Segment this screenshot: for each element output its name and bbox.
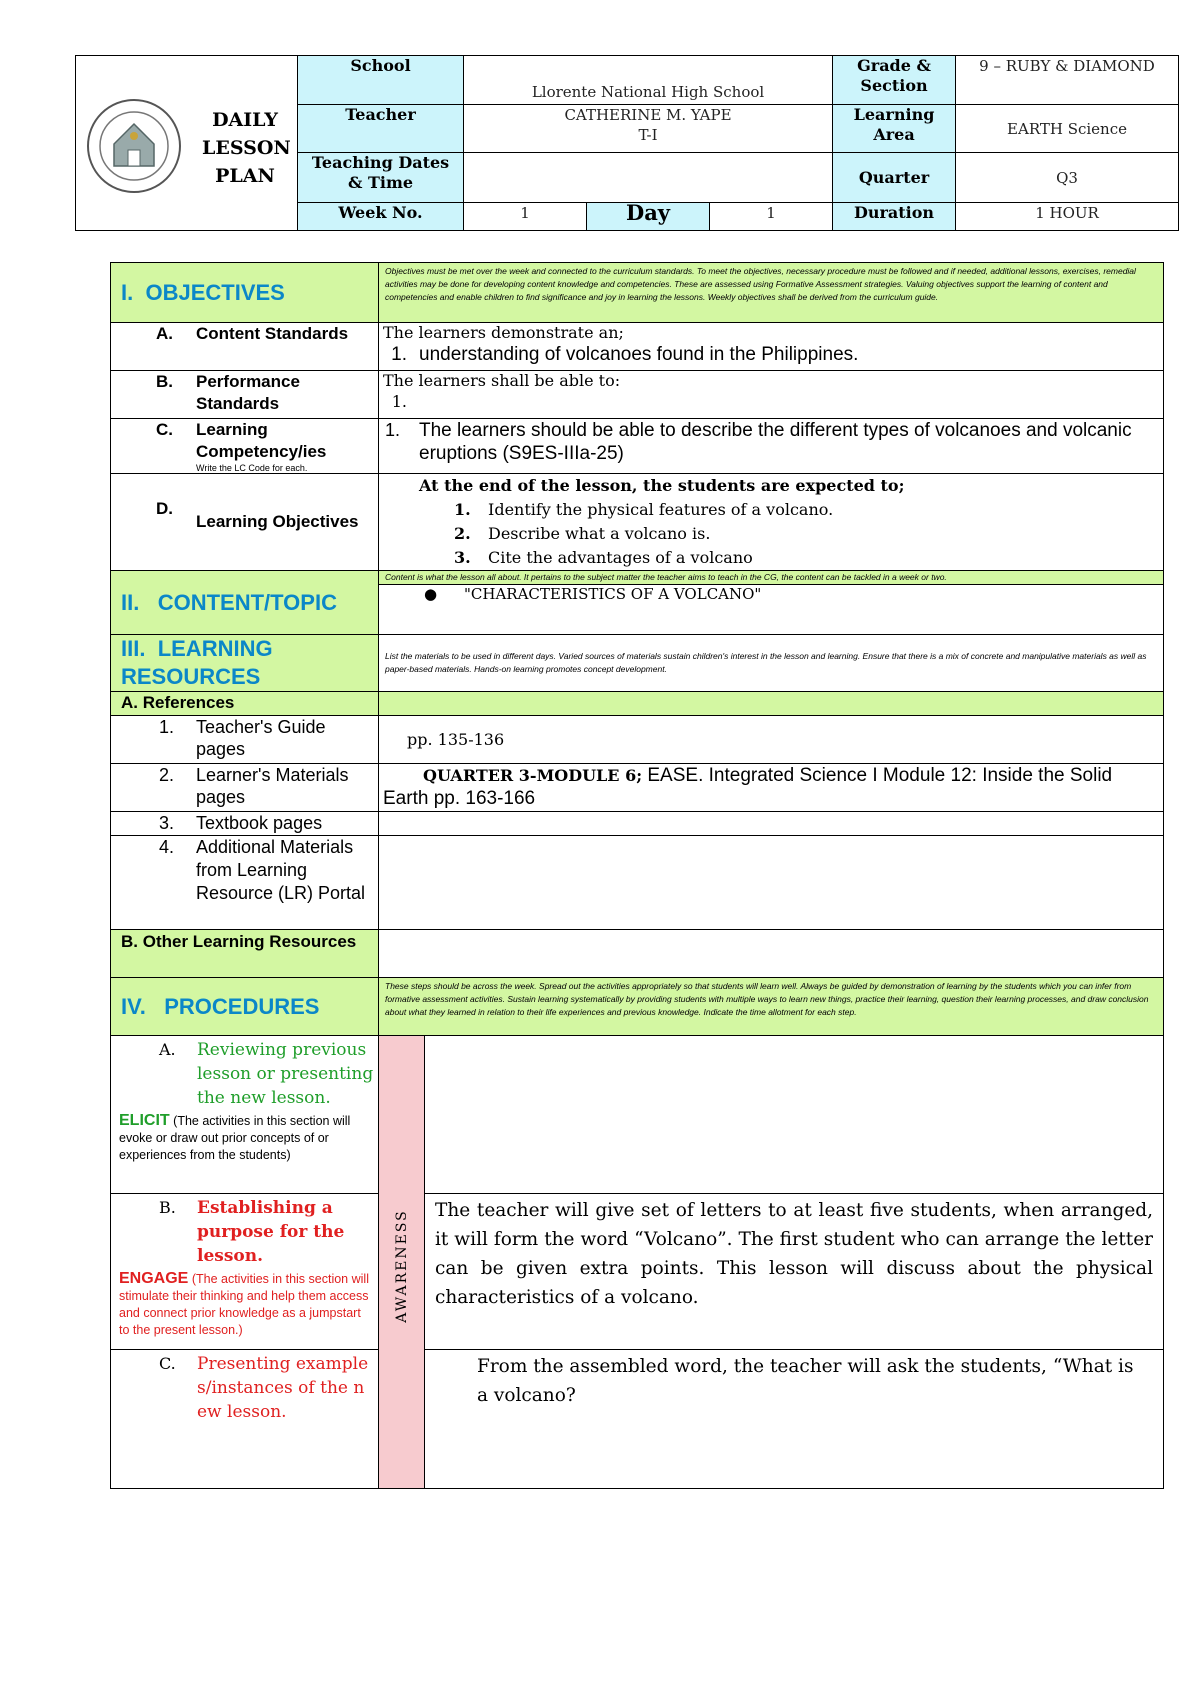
step-c-label: C. Presenting examples/instances of the new lesson. <box>111 1350 379 1489</box>
performance-standards-label: B. Performance Standards <box>111 371 379 419</box>
step-a-label: A. Reviewing previous lesson or presenting the new lesson. ELICIT (The activities in this section will evoke or draw out prior concepts of or experiences from the students) <box>111 1036 379 1194</box>
resources-note: List the materials to be used in different days. Varied sources of materials sustain children's interest in the lesson and learning. Ensure that there is a mix of concrete and manipulative materials as well as paper-based materials. Hands-on learning promotes concept development. <box>379 635 1164 692</box>
learning-area-value: EARTH Science <box>956 105 1179 153</box>
additional-materials-label: 4. Additional Materials from Learning Resource (LR) Portal <box>111 836 379 930</box>
duration-value: 1 HOUR <box>956 203 1179 231</box>
learning-area-label: Learning Area <box>833 105 956 153</box>
awareness-label: AWARENESS <box>393 1209 410 1323</box>
procedures-heading: IV. PROCEDURES <box>111 978 379 1036</box>
quarter-value: Q3 <box>956 153 1179 203</box>
grade-section-value: 9 – RUBY & DIAMOND <box>956 56 1179 105</box>
other-resources-value <box>379 930 1164 978</box>
objective-item: 1. Identify the physical features of a volcano. <box>454 500 834 519</box>
objectives-heading: I. OBJECTIVES <box>111 263 379 323</box>
lesson-plan-table <box>110 262 1164 1489</box>
content-topic-value: ● "CHARACTERISTICS OF A VOLCANO" <box>379 585 1164 635</box>
objective-item: 3. Cite the advantages of a volcano <box>454 548 753 567</box>
step-a-content <box>425 1036 1164 1194</box>
other-resources-label: B. Other Learning Resources <box>111 930 379 978</box>
teacher-value: CATHERINE M. YAPE T-I <box>464 105 833 153</box>
learners-materials-value: QUARTER 3-MODULE 6; EASE. Integrated Science I Module 12: Inside the Solid Earth pp. 163-166 <box>379 764 1164 812</box>
learning-competency-label: C. Learning Competency/ies Write the LC Code for each. <box>111 419 379 474</box>
teaching-dates-label: Teaching Dates & Time <box>298 153 464 203</box>
objective-item: 2. Describe what a volcano is. <box>454 524 711 543</box>
learners-materials-label: 2. Learner's Materials pages <box>111 764 379 812</box>
quarter-label: Quarter <box>833 153 956 203</box>
learning-competency-value: 1. The learners should be able to describe the different types of volcanoes and volcanic eruptions (S9ES-IIIa-25) <box>379 419 1164 474</box>
day-value: 1 <box>710 203 833 231</box>
objectives-note: Objectives must be met over the week and connected to the curriculum standards. To meet the objectives, necessary procedure must be followed and if needed, additional lessons, exercises, remedial activities may be done for developing content knowledge and competencies. These are assessed using Formative Assessment strategies. Valuing objectives support the learning of content and competencies and enable children to find significance and joy in learning the lessons. Weekly objectives shall be derived from the curriculum guide. <box>379 263 1164 323</box>
teaching-dates-value <box>464 153 833 203</box>
step-b-content: The teacher will give set of letters to at least five students, when arranged, it will form the word “Volcano”. The first student who can arrange the letter can be given extra points. This lesson will discuss about the physical characteristics of a volcano. <box>425 1194 1164 1350</box>
textbook-pages-value <box>379 812 1164 836</box>
lesson-plan-title: DAILY LESSON PLAN <box>202 109 291 187</box>
content-topic-heading: II. CONTENT/TOPIC <box>111 571 379 635</box>
step-c-content: From the assembled word, the teacher will ask the students, “What is a volcano? <box>425 1350 1164 1489</box>
week-value: 1 <box>464 203 587 231</box>
learning-resources-heading: III. LEARNING RESOURCES <box>111 635 379 692</box>
learning-objectives-label: D. Learning Objectives <box>111 474 379 571</box>
logo-title-cell <box>76 56 298 231</box>
content-standards-label: A. Content Standards <box>111 323 379 371</box>
deped-seal-logo <box>84 96 184 196</box>
learning-objectives-value: At the end of the lesson, the students are expected to; 1. Identify the physical features of a volcano. 2. Describe what a volcano is. 3. Cite the advantages of a volcano <box>379 474 1164 571</box>
bullet-icon: ● <box>424 585 438 603</box>
school-value: Llorente National High School <box>464 56 833 105</box>
content-note: Content is what the lesson all about. It pertains to the subject matter the teacher aims to teach in the CG, the content can be tackled in a week or two. <box>379 571 1164 585</box>
performance-standards-value: The learners shall be able to: 1. <box>379 371 1164 419</box>
references-label: A. References <box>111 692 379 716</box>
header-table <box>75 55 1179 231</box>
awareness-phase-cell <box>379 1036 425 1489</box>
grade-section-label: Grade & Section <box>833 56 956 105</box>
procedures-note: These steps should be across the week. Spread out the activities appropriately so that students will learn well. Always be guided by demonstration of learning by the students which you can infer from formative assessment activities. Sustain learning systematically by providing students with multiple ways to learn new things, practice their learning, question their learning processes, and draw conclusion about what they learned in relation to their life experiences and previous knowledge. Indicate the time allotment for each step. <box>379 978 1164 1036</box>
teachers-guide-value: pp. 135-136 <box>379 716 1164 764</box>
content-standards-value: The learners demonstrate an; 1. understanding of volcanoes found in the Philippines. <box>379 323 1164 371</box>
references-value <box>379 692 1164 716</box>
textbook-pages-label: 3. Textbook pages <box>111 812 379 836</box>
duration-label: Duration <box>833 203 956 231</box>
teachers-guide-label: 1. Teacher's Guide pages <box>111 716 379 764</box>
day-label: Day <box>587 203 710 231</box>
week-label: Week No. <box>298 203 464 231</box>
additional-materials-value <box>379 836 1164 930</box>
school-label: School <box>298 56 464 105</box>
teacher-label: Teacher <box>298 105 464 153</box>
step-b-label: B. Establishing a purpose for the lesson. ENGAGE (The activities in this section will stimulate their thinking and help them access and connect prior knowledge as a jumpstart to the present lesson.) <box>111 1194 379 1350</box>
